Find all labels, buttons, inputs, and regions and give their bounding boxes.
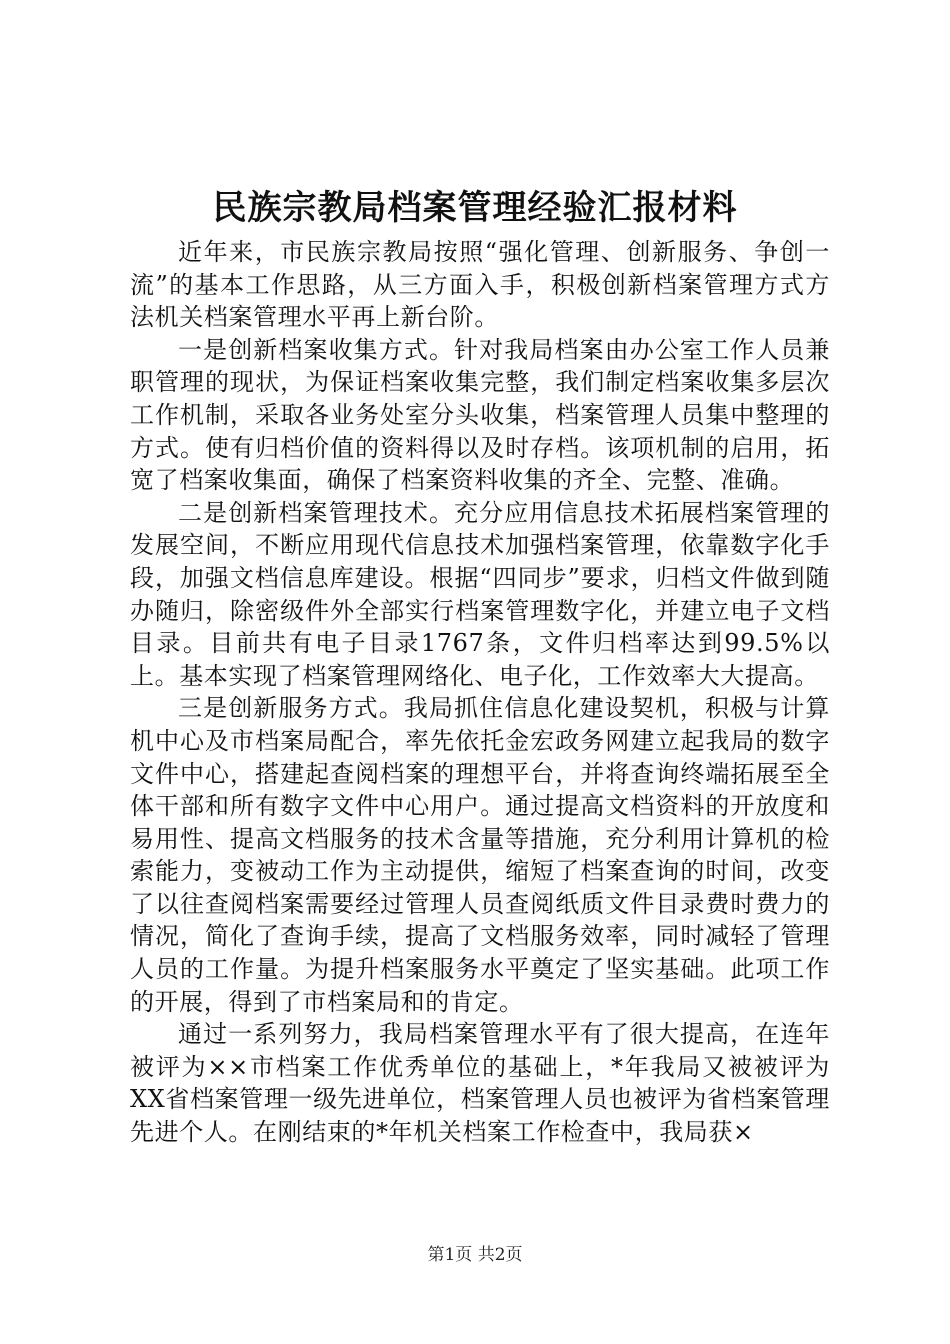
paragraph-results: 通过一系列努力，我局档案管理水平有了很大提高，在连年被评为××市档案工作优秀单位的基础上，*年我局又被被评为XX省档案管理一级先进单位，档案管理人员也被评为省档案管理先进个人。在刚结束的*年机关档案工作检查中，我局获× <box>130 1020 830 1147</box>
page-number-footer: 第1页 共2页 <box>427 1245 523 1265</box>
document-body <box>130 236 830 1149</box>
paragraph-intro: 近年来，市民族宗教局按照“强化管理、创新服务、争创一流”的基本工作思路，从三方面入手，积极创新档案管理方式方法机关档案管理水平再上新台阶。 <box>130 238 830 332</box>
paragraph-technology: 二是创新档案管理技术。充分应用信息技术拓展档案管理的发展空间，不断应用现代信息技术加强档案管理，依靠数字化手段，加强文档信息库建设。根据“四同步”要求，归档文件做到随办随归，除密级件外全部实行档案管理数字化，并建立电子文档目录。目前共有电子目录1767条，文件归档率达到99.5%以上。基本实现了档案管理网络化、电子化，工作效率大大提高。 <box>130 498 830 690</box>
paragraph-service: 三是创新服务方式。我局抓住信息化建设契机，积极与计算机中心及市档案局配合，率先依托金宏政务网建立起我局的数字文件中心，搭建起查阅档案的理想平台，并将查询终端拓展至全体干部和所有数字文件中心用户。通过提高文档资料的开放度和易用性、提高文档服务的技术含量等措施，充分利用计算机的检索能力，变被动工作为主动提供，缩短了档案查询的时间，改变了以往查阅档案需要经过管理人员查阅纸质文件目录费时费力的情况，简化了查询手续，提高了文档服务效率，同时减轻了管理人员的工作量。为提升档案服务水平奠定了坚实基础。此项工作的开展，得到了市档案局和的肯定。 <box>130 694 830 1016</box>
paragraph-collection: 一是创新档案收集方式。针对我局档案由办公室工作人员兼职管理的现状，为保证档案收集完整，我们制定档案收集多层次工作机制，采取各业务处室分头收集，档案管理人员集中整理的方式。使有归档价值的资料得以及时存档。该项机制的启用，拓宽了档案收集面，确保了档案资料收集的齐全、完整、准确。 <box>130 335 830 495</box>
document-title: 民族宗教局档案管理经验汇报材料 <box>212 188 738 228</box>
